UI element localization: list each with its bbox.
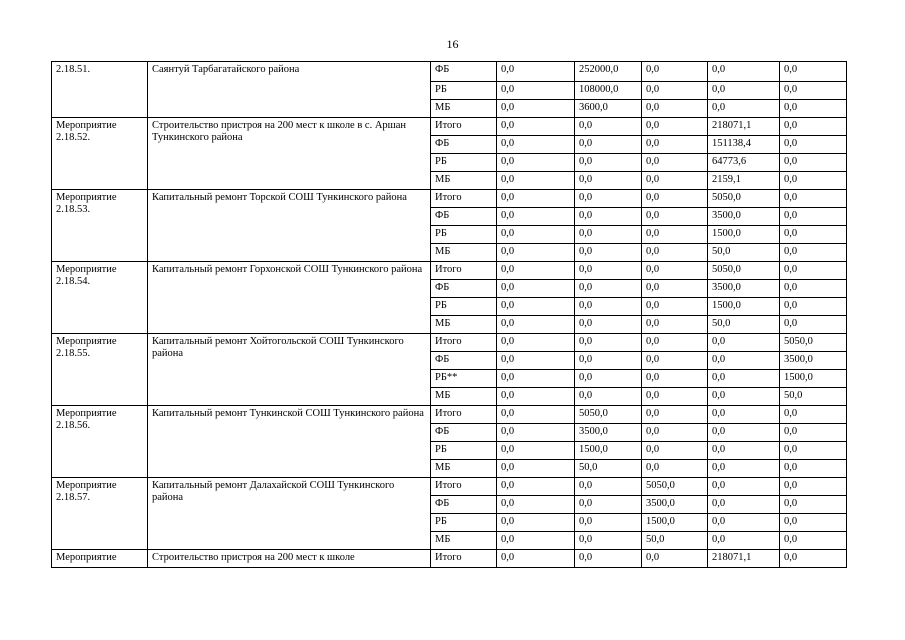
amount-cell: 0,0 bbox=[642, 136, 708, 154]
amount-cell: 0,0 bbox=[497, 82, 575, 100]
funding-source: МБ bbox=[431, 460, 497, 478]
amount-cell: 0,0 bbox=[642, 118, 708, 136]
amount-cell: 3500,0 bbox=[575, 424, 642, 442]
table-row bbox=[52, 190, 847, 208]
funding-source: ФБ bbox=[431, 352, 497, 370]
amount-cell: 0,0 bbox=[780, 100, 847, 118]
measure-label: Мероприятие 2.18.52. bbox=[52, 118, 148, 190]
funding-source: Итого bbox=[431, 550, 497, 568]
amount-cell: 0,0 bbox=[497, 334, 575, 352]
funding-source: ФБ bbox=[431, 280, 497, 298]
amount-cell: 0,0 bbox=[642, 172, 708, 190]
measure-label: Мероприятие 2.18.56. bbox=[52, 406, 148, 478]
measure-name: Саянтуй Тарбагатайского района bbox=[148, 62, 431, 118]
amount-cell: 0,0 bbox=[497, 442, 575, 460]
funding-source: РБ bbox=[431, 154, 497, 172]
amount-cell: 0,0 bbox=[497, 280, 575, 298]
amount-cell: 0,0 bbox=[497, 136, 575, 154]
amount-cell: 0,0 bbox=[497, 262, 575, 280]
amount-cell: 0,0 bbox=[497, 478, 575, 496]
amount-cell: 1500,0 bbox=[642, 514, 708, 532]
amount-cell: 5050,0 bbox=[575, 406, 642, 424]
measure-label: Мероприятие 2.18.57. bbox=[52, 478, 148, 550]
measure-name: Капитальный ремонт Торской СОШ Тункинского района bbox=[148, 190, 431, 262]
amount-cell: 0,0 bbox=[497, 172, 575, 190]
funding-source: РБ bbox=[431, 442, 497, 460]
amount-cell: 0,0 bbox=[708, 442, 780, 460]
amount-cell: 0,0 bbox=[642, 334, 708, 352]
funding-source: РБ bbox=[431, 226, 497, 244]
amount-cell: 0,0 bbox=[642, 388, 708, 406]
measure-label: 2.18.51. bbox=[52, 62, 148, 118]
amount-cell: 0,0 bbox=[780, 532, 847, 550]
funding-source: МБ bbox=[431, 172, 497, 190]
measure-name: Капитальный ремонт Горхонской СОШ Тункинского района bbox=[148, 262, 431, 334]
amount-cell: 3500,0 bbox=[708, 208, 780, 226]
amount-cell: 0,0 bbox=[780, 460, 847, 478]
amount-cell: 0,0 bbox=[575, 280, 642, 298]
amount-cell: 0,0 bbox=[642, 262, 708, 280]
amount-cell: 5050,0 bbox=[708, 262, 780, 280]
funding-source: Итого bbox=[431, 190, 497, 208]
amount-cell: 0,0 bbox=[642, 280, 708, 298]
amount-cell: 0,0 bbox=[575, 226, 642, 244]
amount-cell: 218071,1 bbox=[708, 550, 780, 568]
amount-cell: 0,0 bbox=[642, 244, 708, 262]
amount-cell: 0,0 bbox=[780, 496, 847, 514]
measure-name: Капитальный ремонт Хойтогольской СОШ Тункинского района bbox=[148, 334, 431, 406]
amount-cell: 0,0 bbox=[497, 460, 575, 478]
funding-source: РБ bbox=[431, 514, 497, 532]
amount-cell: 0,0 bbox=[575, 262, 642, 280]
amount-cell: 0,0 bbox=[780, 154, 847, 172]
amount-cell: 0,0 bbox=[780, 280, 847, 298]
amount-cell: 64773,6 bbox=[708, 154, 780, 172]
amount-cell: 0,0 bbox=[497, 190, 575, 208]
amount-cell: 2159,1 bbox=[708, 172, 780, 190]
amount-cell: 0,0 bbox=[642, 208, 708, 226]
amount-cell: 0,0 bbox=[642, 226, 708, 244]
amount-cell: 0,0 bbox=[780, 62, 847, 82]
amount-cell: 0,0 bbox=[575, 190, 642, 208]
amount-cell: 151138,4 bbox=[708, 136, 780, 154]
funding-source: Итого bbox=[431, 262, 497, 280]
amount-cell: 0,0 bbox=[780, 226, 847, 244]
amount-cell: 0,0 bbox=[575, 352, 642, 370]
table-row bbox=[52, 406, 847, 424]
amount-cell: 0,0 bbox=[497, 532, 575, 550]
amount-cell: 0,0 bbox=[708, 496, 780, 514]
amount-cell: 0,0 bbox=[780, 244, 847, 262]
amount-cell: 0,0 bbox=[642, 550, 708, 568]
measure-label: Мероприятие 2.18.54. bbox=[52, 262, 148, 334]
amount-cell: 0,0 bbox=[708, 100, 780, 118]
funding-source: Итого bbox=[431, 118, 497, 136]
amount-cell: 0,0 bbox=[497, 208, 575, 226]
funding-source: ФБ bbox=[431, 62, 497, 82]
amount-cell: 0,0 bbox=[708, 532, 780, 550]
amount-cell: 0,0 bbox=[497, 352, 575, 370]
measure-name: Строительство пристроя на 200 мест к школе в с. Аршан Тункинского района bbox=[148, 118, 431, 190]
table-body bbox=[52, 62, 847, 568]
amount-cell: 3500,0 bbox=[642, 496, 708, 514]
amount-cell: 0,0 bbox=[708, 514, 780, 532]
amount-cell: 0,0 bbox=[780, 514, 847, 532]
amount-cell: 0,0 bbox=[780, 208, 847, 226]
funding-source: МБ bbox=[431, 316, 497, 334]
amount-cell: 0,0 bbox=[708, 388, 780, 406]
amount-cell: 0,0 bbox=[575, 532, 642, 550]
amount-cell: 50,0 bbox=[642, 532, 708, 550]
amount-cell: 0,0 bbox=[642, 406, 708, 424]
measure-label: Мероприятие 2.18.53. bbox=[52, 190, 148, 262]
amount-cell: 0,0 bbox=[575, 316, 642, 334]
table-row bbox=[52, 478, 847, 496]
amount-cell: 50,0 bbox=[708, 244, 780, 262]
table-row bbox=[52, 550, 847, 568]
amount-cell: 0,0 bbox=[497, 244, 575, 262]
amount-cell: 0,0 bbox=[642, 370, 708, 388]
amount-cell: 1500,0 bbox=[708, 226, 780, 244]
measure-name: Капитальный ремонт Тункинской СОШ Тункинского района bbox=[148, 406, 431, 478]
amount-cell: 0,0 bbox=[708, 406, 780, 424]
funding-source: МБ bbox=[431, 532, 497, 550]
amount-cell: 0,0 bbox=[575, 136, 642, 154]
amount-cell: 3500,0 bbox=[780, 352, 847, 370]
amount-cell: 0,0 bbox=[575, 496, 642, 514]
amount-cell: 0,0 bbox=[497, 298, 575, 316]
amount-cell: 0,0 bbox=[708, 478, 780, 496]
funding-source: Итого bbox=[431, 478, 497, 496]
amount-cell: 0,0 bbox=[780, 550, 847, 568]
amount-cell: 0,0 bbox=[708, 82, 780, 100]
amount-cell: 0,0 bbox=[575, 118, 642, 136]
funding-source: Итого bbox=[431, 334, 497, 352]
measure-name: Капитальный ремонт Далахайской СОШ Тункинского района bbox=[148, 478, 431, 550]
amount-cell: 0,0 bbox=[497, 424, 575, 442]
amount-cell: 0,0 bbox=[575, 388, 642, 406]
amount-cell: 3500,0 bbox=[708, 280, 780, 298]
amount-cell: 252000,0 bbox=[575, 62, 642, 82]
amount-cell: 0,0 bbox=[497, 226, 575, 244]
funding-source: ФБ bbox=[431, 424, 497, 442]
amount-cell: 5050,0 bbox=[708, 190, 780, 208]
amount-cell: 0,0 bbox=[642, 460, 708, 478]
amount-cell: 0,0 bbox=[780, 406, 847, 424]
amount-cell: 0,0 bbox=[780, 316, 847, 334]
funding-source: РБ bbox=[431, 82, 497, 100]
amount-cell: 0,0 bbox=[642, 424, 708, 442]
amount-cell: 0,0 bbox=[497, 496, 575, 514]
amount-cell: 0,0 bbox=[497, 316, 575, 334]
amount-cell: 0,0 bbox=[708, 352, 780, 370]
amount-cell: 108000,0 bbox=[575, 82, 642, 100]
table-row bbox=[52, 262, 847, 280]
amount-cell: 0,0 bbox=[497, 388, 575, 406]
amount-cell: 0,0 bbox=[708, 62, 780, 82]
amount-cell: 0,0 bbox=[575, 208, 642, 226]
funding-source: ФБ bbox=[431, 208, 497, 226]
measure-label: Мероприятие bbox=[52, 550, 148, 568]
amount-cell: 50,0 bbox=[780, 388, 847, 406]
amount-cell: 0,0 bbox=[497, 100, 575, 118]
amount-cell: 50,0 bbox=[575, 460, 642, 478]
page-number: 16 bbox=[446, 37, 459, 51]
amount-cell: 0,0 bbox=[575, 244, 642, 262]
amount-cell: 0,0 bbox=[642, 190, 708, 208]
amount-cell: 0,0 bbox=[575, 154, 642, 172]
amount-cell: 1500,0 bbox=[708, 298, 780, 316]
amount-cell: 5050,0 bbox=[780, 334, 847, 352]
amount-cell: 0,0 bbox=[575, 514, 642, 532]
amount-cell: 0,0 bbox=[642, 154, 708, 172]
amount-cell: 0,0 bbox=[497, 550, 575, 568]
amount-cell: 218071,1 bbox=[708, 118, 780, 136]
amount-cell: 0,0 bbox=[575, 370, 642, 388]
amount-cell: 0,0 bbox=[708, 460, 780, 478]
amount-cell: 0,0 bbox=[642, 82, 708, 100]
amount-cell: 0,0 bbox=[497, 154, 575, 172]
amount-cell: 0,0 bbox=[642, 442, 708, 460]
amount-cell: 0,0 bbox=[780, 478, 847, 496]
amount-cell: 50,0 bbox=[708, 316, 780, 334]
amount-cell: 1500,0 bbox=[780, 370, 847, 388]
table-row bbox=[52, 334, 847, 352]
amount-cell: 0,0 bbox=[642, 316, 708, 334]
amount-cell: 0,0 bbox=[497, 118, 575, 136]
amount-cell: 0,0 bbox=[708, 424, 780, 442]
funding-table bbox=[51, 61, 847, 568]
amount-cell: 0,0 bbox=[780, 136, 847, 154]
amount-cell: 1500,0 bbox=[575, 442, 642, 460]
amount-cell: 0,0 bbox=[780, 190, 847, 208]
amount-cell: 0,0 bbox=[575, 298, 642, 316]
measure-name: Строительство пристроя на 200 мест к школе bbox=[148, 550, 431, 568]
amount-cell: 0,0 bbox=[575, 172, 642, 190]
funding-source: РБ bbox=[431, 298, 497, 316]
amount-cell: 0,0 bbox=[575, 550, 642, 568]
amount-cell: 0,0 bbox=[575, 478, 642, 496]
amount-cell: 3600,0 bbox=[575, 100, 642, 118]
amount-cell: 0,0 bbox=[780, 424, 847, 442]
funding-source: МБ bbox=[431, 388, 497, 406]
amount-cell: 0,0 bbox=[497, 370, 575, 388]
funding-source: РБ** bbox=[431, 370, 497, 388]
funding-source: Итого bbox=[431, 406, 497, 424]
amount-cell: 0,0 bbox=[497, 514, 575, 532]
amount-cell: 0,0 bbox=[497, 62, 575, 82]
amount-cell: 0,0 bbox=[642, 62, 708, 82]
amount-cell: 0,0 bbox=[780, 118, 847, 136]
table-row bbox=[52, 118, 847, 136]
amount-cell: 5050,0 bbox=[642, 478, 708, 496]
funding-source: МБ bbox=[431, 100, 497, 118]
measure-label: Мероприятие 2.18.55. bbox=[52, 334, 148, 406]
amount-cell: 0,0 bbox=[780, 298, 847, 316]
amount-cell: 0,0 bbox=[642, 100, 708, 118]
amount-cell: 0,0 bbox=[642, 298, 708, 316]
amount-cell: 0,0 bbox=[780, 442, 847, 460]
table-row bbox=[52, 62, 847, 82]
amount-cell: 0,0 bbox=[642, 352, 708, 370]
amount-cell: 0,0 bbox=[708, 334, 780, 352]
funding-source: ФБ bbox=[431, 496, 497, 514]
funding-source: МБ bbox=[431, 244, 497, 262]
amount-cell: 0,0 bbox=[780, 82, 847, 100]
amount-cell: 0,0 bbox=[780, 262, 847, 280]
funding-source: ФБ bbox=[431, 136, 497, 154]
amount-cell: 0,0 bbox=[497, 406, 575, 424]
amount-cell: 0,0 bbox=[780, 172, 847, 190]
amount-cell: 0,0 bbox=[575, 334, 642, 352]
amount-cell: 0,0 bbox=[708, 370, 780, 388]
